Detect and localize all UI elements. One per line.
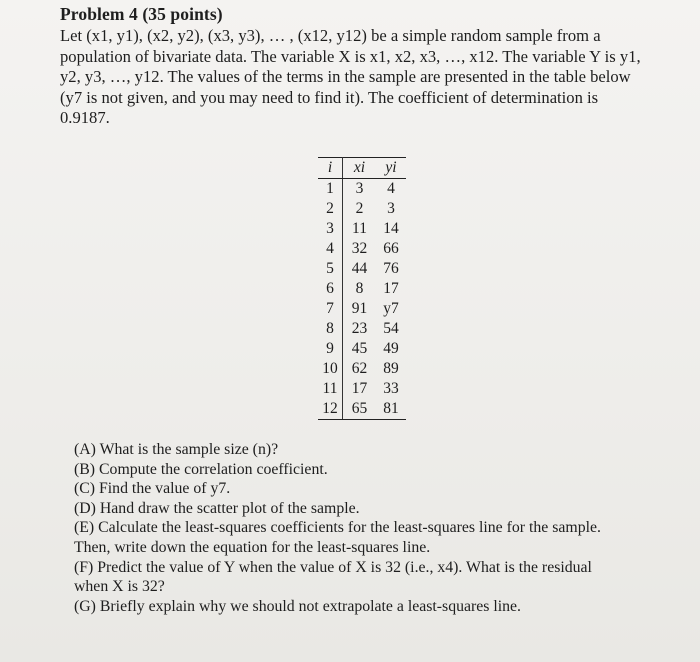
question-e: (E) Calculate the least-squares coefficients for the least-squares line for the sample. <box>74 519 601 537</box>
cell-xi: 8 <box>355 280 364 297</box>
question-list <box>74 440 664 616</box>
cell-i: 4 <box>318 239 343 259</box>
cell-xi: 45 <box>351 340 368 357</box>
intro-line: 0.9187. <box>60 108 110 127</box>
table-row <box>318 399 406 420</box>
cell-yi: 17 <box>383 280 399 297</box>
cell-yi: 76 <box>383 260 399 277</box>
intro-line: y2, y3, …, y12. The values of the terms in the sample are presented in the table below <box>60 67 631 86</box>
intro-line: (y7 is not given, and you may need to find it). The coefficient of determination is <box>60 87 599 107</box>
problem-title: Problem 4 (35 points) <box>60 4 223 24</box>
table-header-row <box>318 158 406 179</box>
cell-xi: 2 <box>355 200 364 217</box>
cell-xi: 65 <box>343 399 377 420</box>
cell-i: 10 <box>318 359 343 379</box>
cell-yi: 49 <box>383 340 399 357</box>
cell-xi: 91 <box>351 300 368 317</box>
question-a: (A) What is the sample size (n)? <box>74 441 279 458</box>
question-b: (B) Compute the correlation coefficient. <box>74 460 328 478</box>
table-row <box>318 279 406 299</box>
cell-i: 2 <box>318 199 343 219</box>
cell-yi: y7 <box>383 300 399 317</box>
table-row <box>318 299 406 319</box>
header-i: i <box>318 158 343 179</box>
intro-line: population of bivariate data. The variable X is x1, x2, x3, …, x12. The variable Y is y1, <box>60 46 641 66</box>
cell-yi: 81 <box>376 399 406 420</box>
cell-xi: 23 <box>351 320 368 337</box>
question-f-continued: when X is 32? <box>74 578 165 596</box>
question-d: (D) Hand draw the scatter plot of the sample. <box>74 499 360 517</box>
cell-yi: 89 <box>383 360 399 377</box>
table-row <box>318 359 406 379</box>
cell-yi: 3 <box>387 200 395 217</box>
cell-xi: 3 <box>355 180 364 197</box>
cell-i: 3 <box>318 219 343 239</box>
cell-xi: 17 <box>351 380 368 397</box>
cell-xi: 11 <box>352 220 367 237</box>
cell-yi: 66 <box>383 240 399 257</box>
table-row <box>318 339 406 359</box>
question-f: (F) Predict the value of Y when the value of X is 32 (i.e., x4). What is the residual <box>74 558 592 576</box>
table-row <box>318 219 406 239</box>
header-yi: yi <box>376 158 406 179</box>
table-row <box>318 179 406 200</box>
cell-xi: 44 <box>351 260 368 277</box>
cell-xi: 32 <box>351 240 368 257</box>
table-row <box>318 379 406 399</box>
sample-data-table <box>318 157 406 420</box>
question-e-continued: Then, write down the equation for the least-squares line. <box>74 538 431 556</box>
question-g: (G) Briefly explain why we should not extrapolate a least-squares line. <box>74 597 522 615</box>
cell-i: 12 <box>318 399 343 420</box>
cell-i: 11 <box>318 379 343 399</box>
cell-i: 7 <box>318 299 343 319</box>
cell-xi: 62 <box>351 360 368 377</box>
cell-yi: 33 <box>383 380 399 397</box>
cell-yi: 54 <box>383 320 399 337</box>
table-row <box>318 239 406 259</box>
table-row <box>318 199 406 219</box>
question-c: (C) Find the value of y7. <box>74 480 231 498</box>
table-row <box>318 259 406 279</box>
cell-i: 6 <box>318 279 343 299</box>
intro-line: Let (x1, y1), (x2, y2), (x3, y3), … , (x12, y12) be a simple random sample from a <box>60 26 601 45</box>
problem-intro <box>60 26 665 129</box>
cell-yi: 4 <box>387 180 395 197</box>
cell-i: 9 <box>318 339 343 359</box>
cell-i: 8 <box>318 319 343 339</box>
cell-i: 5 <box>318 259 343 279</box>
table-row <box>318 319 406 339</box>
cell-i: 1 <box>318 179 343 200</box>
cell-yi: 14 <box>383 220 399 237</box>
header-xi: xi <box>343 158 377 179</box>
